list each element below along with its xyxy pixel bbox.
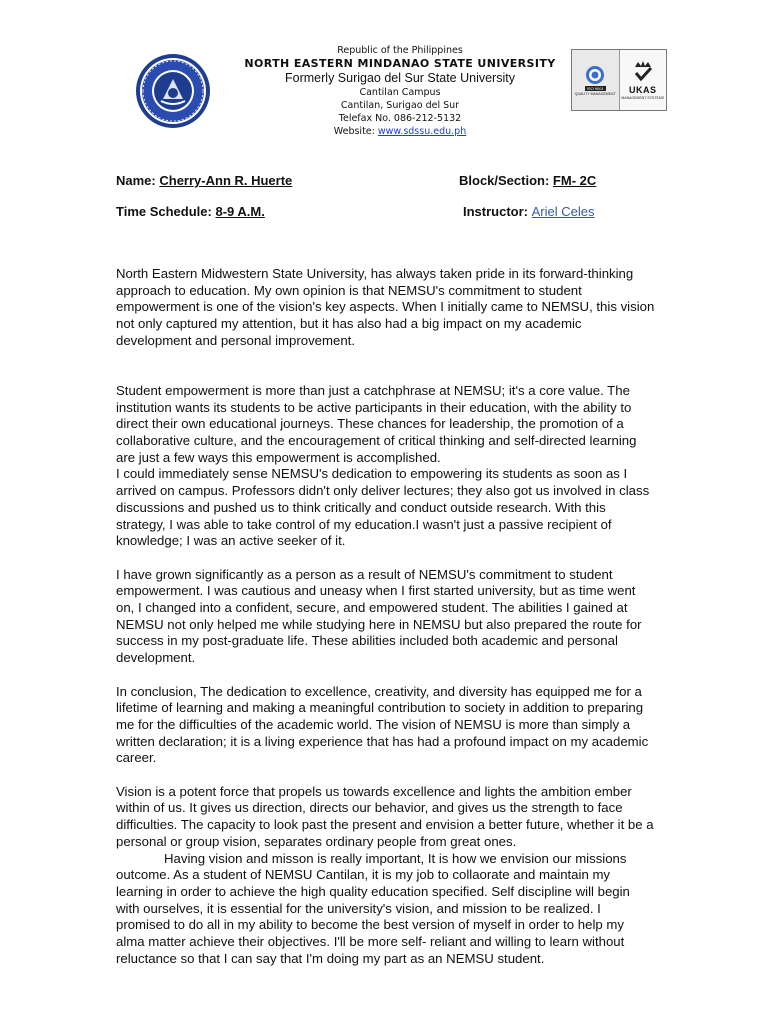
time-schedule-value: 8-9 A.M.: [215, 204, 265, 219]
instructor-label: Instructor:: [463, 204, 528, 219]
ukas-brand: UKAS: [628, 85, 657, 95]
telefax-number: Telefax No. 086-212-5132: [338, 113, 462, 124]
time-schedule-label: Time Schedule:: [116, 204, 212, 219]
paragraph-vision: Vision is a potent force that propels us towards excellence and lights the ambition ember within of us. It gives us direction, directs our behavior, and gives us the strength to face difficulties. The capacity to look past the present and envision a better future, whether it be a personal or group vision, separates ordinary people from great ones.: [116, 783, 654, 849]
website-label: Website:: [333, 126, 375, 137]
name-label: Name:: [116, 173, 156, 188]
paragraph-intro: North Eastern Midwestern State University, has always taken pride in its forward-thinking approach to education. My own opinion is that NEMSU's commitment to student empowerment is one of the vision's key aspects. When I initially came to NEMSU, this vision not only captured my attention, but it has also had a big impact on my academic development and personal improvement.: [116, 266, 655, 348]
crown-checkmark-icon: [632, 60, 654, 84]
paragraph-growth: I have grown significantly as a person as a result of NEMSU's commitment to student empowerment. I was cautious and uneasy when I first started university, but as time went on, I changed into a confident, secure, and empowered student. The abilities I gained at NEMSU not only helped me while studying here in NEMSU but also prepared the route for success in my post-graduate life. These abilities included both academic and personal development.: [116, 566, 642, 666]
instructor-line: [463, 204, 594, 219]
website-line: [200, 126, 600, 137]
republic-heading: Republic of the Philippines: [337, 45, 463, 56]
iso-label: ISO 9001: [586, 85, 604, 91]
student-name: Cherry-Ann R. Huerte: [159, 173, 293, 188]
paragraph-conclusion: In conclusion, The dedication to excellence, creativity, and diversity has equipped me for a lifetime of learning and making a meaningful contribution to society in addition to preparing me for the difficulties of the academic world. The vision of NEMSU is more than simply a written declaration; it is a living experience that has had a profound impact on my academic career.: [116, 683, 649, 766]
former-name: Formerly Surigao del Sur State University: [285, 71, 515, 85]
essay-body: [116, 266, 656, 967]
ukas-badge: [620, 50, 667, 110]
block-section-value: FM- 2C: [552, 173, 597, 188]
time-schedule-line: [116, 204, 265, 219]
block-section-line: [459, 173, 596, 188]
block-section-label: Block/Section:: [459, 173, 550, 188]
paragraph-mission: Having vision and misson is really important, It is how we envision our missions outcome. As a student of NEMSU Cantilan, it is my job to collaorate and maintain my learning in order to achieve the high quality education specified. Self discipline will begin with ourselves, it is essential for the university's vision, and mission to be realized. I promised to do all in my ability to become the best version of myself in order to help my alma matter achieve their objectives. I'll be more self- reliant and willing to learn without reluctance so that I can say that I'm doing my part as an NEMSU student.: [116, 850, 630, 966]
website-link[interactable]: www.sdssu.edu.ph: [377, 126, 467, 137]
student-name-line: [116, 173, 292, 188]
campus-address: Cantilan, Surigao del Sur: [340, 100, 460, 111]
campus-name: Cantilan Campus: [359, 87, 441, 98]
quality-management-label: QUALITY MANAGEMENT: [574, 91, 616, 96]
paragraph-campus-experience: I could immediately sense NEMSU's dedication to empowering its students as soon as I arrived on campus. Professors didn't only deliver lectures; they also got us involved in class discussions and pushed us to think critically and conduct outside research. With this strategy, I was able to take control of my education.I wasn't just a passive recipient of knowledge; I was an active seeker of it.: [116, 466, 650, 549]
management-systems-label: MANAGEMENT SYSTEMS: [621, 96, 665, 100]
instructor-name: Ariel Celes: [531, 204, 595, 219]
paragraph-spacer: [116, 350, 656, 367]
university-name: NORTH EASTERN MINDANAO STATE UNIVERSITY: [244, 57, 556, 70]
paragraph-empowerment: Student empowerment is more than just a catchphrase at NEMSU; it's a core value. The institution wants its students to be active participants in their education, with the ability to direct their own educational journeys. These chances for leadership, the promotion of a collaborative culture, and the encouragement of critical thinking and self-directed learning are just a few ways this empowerment is accomplished.: [116, 382, 637, 465]
